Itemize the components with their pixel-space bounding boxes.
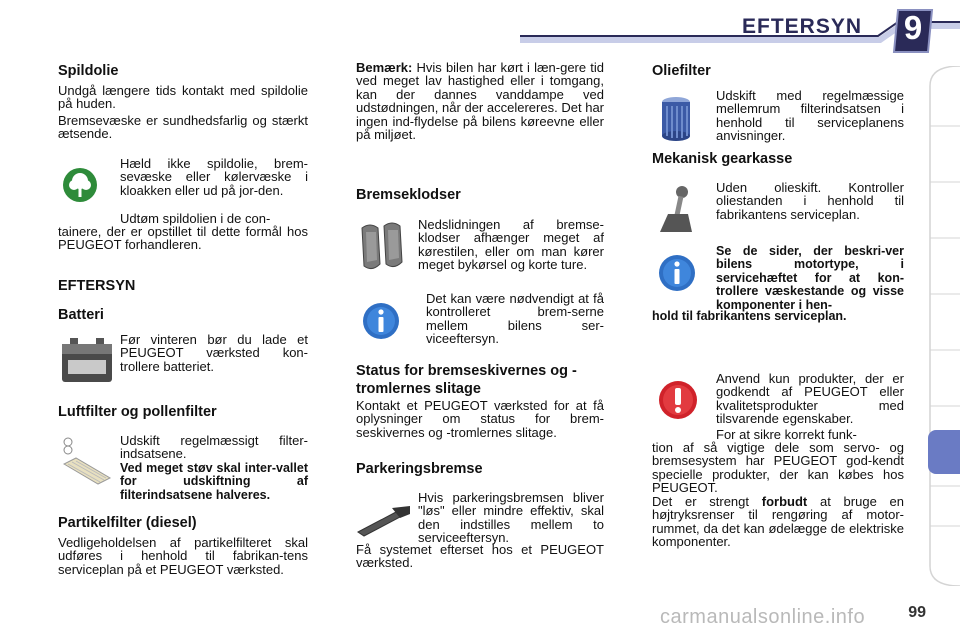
status-heading: Status for bremseskivernes og -tromlernes slitage [356,363,577,397]
section-heading: EFTERSYN [58,278,136,294]
note-label: Bemærk: [356,60,413,75]
page-number: 99 [908,604,926,621]
warning-text-2a: For at sikre korrekt funk- [716,427,857,442]
warning-text-3a: Det er strengt [652,494,762,509]
luftfilter-bold-text: Ved meget støv skal inter-vallet for udskiftning af filterindsatsene halveres. [120,461,308,502]
gear-lever-icon [654,184,696,236]
spildolie-text-4b: tainere, der er opstillet til dette formål hos PEUGEOT forhandleren. [58,224,308,253]
warning-icon [658,380,698,420]
bremseklodser-text: Nedslidningen af bremse-klodser afhænger meget af kørestilen, eller om man kører meget bykørsel og korte ture. [418,217,604,273]
spildolie-text-3: Hæld ikke spildolie, brem-sevæske eller kølervæske i kloakken eller ud på jor-den. [120,156,308,198]
oil-filter-icon [656,94,696,142]
gearkasse-text: Uden olieskift. Kontroller oliestanden i henhold til fabrikantens serviceplan. [716,180,904,222]
warning-text-1: Anvend kun produkter, der er godkendt af PEUGEOT eller kvalitetsprodukter med tilsvarende egenskaber. [716,371,904,427]
warning-text-2b: tion af så vigtige dele som servo- og bremsesystem har PEUGEOT god-kendt specielle produkter, der kan købes hos PEUGEOT. [652,440,904,496]
spildolie-text-2: Bremsevæske er sundhedsfarlig og stærkt ætsende. [58,113,308,142]
bremseklodser-info-text: Det kan være nødvendigt at få kontrolleret brem-serne mellem bilens ser-viceeftersyn. [426,291,604,347]
bremseklodser-heading: Bremseklodser [356,187,461,203]
partikel-heading: Partikelfilter (diesel) [58,515,197,531]
gearkasse-info-text: Se de sider, der beskri-ver bilens motortype, i servicehæftet for at kon-trollere væskestande og visse komponenter i hen- [716,244,904,312]
air-filter-icon [58,434,114,488]
page-header-title: EFTERSYN [741,15,862,38]
spildolie-text-1: Undgå længere tids kontakt med spildolie på huden. [58,83,308,112]
gearkasse-heading: Mekanisk gearkasse [652,151,793,167]
oliefilter-heading: Oliefilter [652,63,711,79]
parkeringsbremse-text-1: Hvis parkeringsbremsen bliver "løs" eller mindre effektiv, skal den indstilles mellem to serviceeftersyn. [418,490,604,546]
luftfilter-heading: Luftfilter og pollenfilter [58,404,217,420]
info-icon [362,302,400,340]
warning-text-3c: at bruge en højtryksrenser til rengøring af motor-rummet, da det kan ødelægge de elektriske komponenter. [652,494,904,550]
info-icon [658,254,696,292]
note-text: Hvis bilen har kørt i læn-gere tid ved meget lav hastighed eller i tomgang, kan der dannes vanddampe ved udstødningen, når der accelereres. Det har ingen ind-flydelse på bilens køreevne eller på miljøet. [356,60,604,143]
batteri-text: Før vinteren bør du lade et PEUGEOT værksted kon-trollere batteriet. [120,332,308,374]
battery-icon [58,334,116,388]
side-tab-strip [926,66,960,586]
note-paragraph [356,61,604,141]
warning-text-3 [652,495,904,549]
handbrake-icon [356,502,412,538]
spildolie-heading: Spildolie [58,63,119,79]
environment-icon [62,166,98,204]
oliefilter-text: Udskift med regelmæssige mellemrum filterindsatsen i henhold til serviceplanens anvisninger. [716,88,904,144]
parkeringsbremse-heading: Parkeringsbremse [356,461,483,477]
chapter-number: 9 [903,9,923,46]
forbudt-emphasis: forbudt [761,494,808,509]
status-text: Kontakt et PEUGEOT værksted for at få oplysninger om status for brem-seskivernes og -tromlernes slitage. [356,398,604,440]
spildolie-text-4a: Udtøm spildolien i de con- [120,211,271,226]
watermark: carmanualsonline.info [660,606,866,628]
parkeringsbremse-text-2: Få systemet efterset hos et PEUGEOT værksted. [356,542,604,571]
side-tab-active[interactable] [928,430,960,474]
partikel-text: Vedligeholdelsen af partikelfilteret skal udføres i henhold til fabrikan-tens serviceplan på et PEUGEOT værksted. [58,535,308,577]
brake-pads-icon [356,220,408,276]
gearkasse-info-text-b: hold til fabrikantens serviceplan. [652,309,847,323]
luftfilter-text: Udskift regelmæssigt filter-indsatsene. [120,433,308,462]
batteri-heading: Batteri [58,307,104,323]
